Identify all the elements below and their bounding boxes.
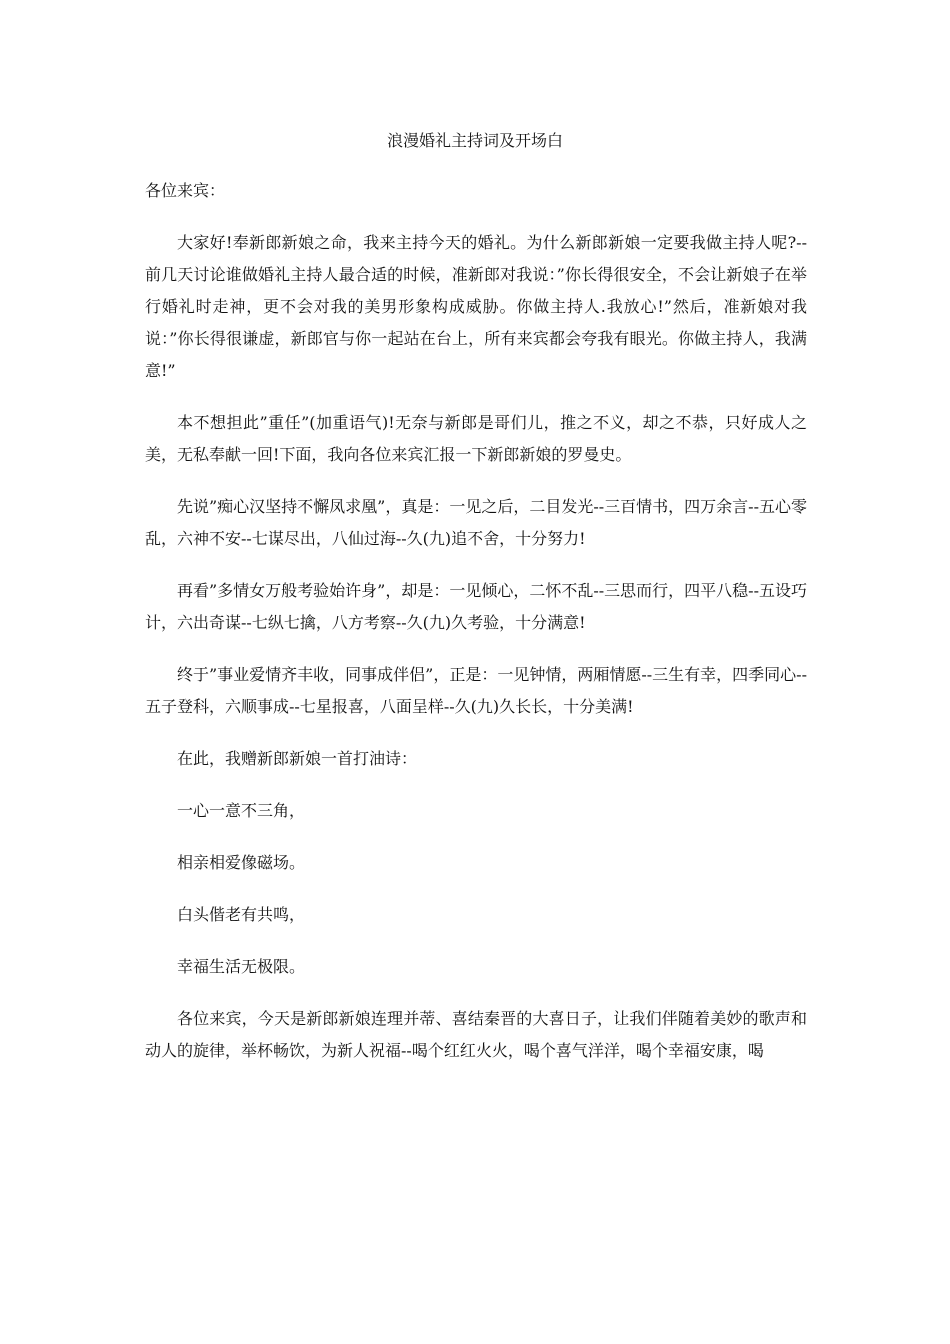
paragraph-bride: 再看”多情女万般考验始许身”，却是：一见倾心，二怀不乱--三思而行，四平八稳--五设巧计，六出奇谋--七纵七擒，八方考察--久(九)久考验，十分满意!	[145, 581, 807, 632]
paragraph-burden: 本不想担此”重任”(加重语气)!无奈与新郎是哥们儿，推之不义，却之不恭，只好成人之美，无私奉献一回!下面，我向各位来宾汇报一下新郎新娘的罗曼史。	[145, 413, 807, 464]
paragraph-groom: 先说”痴心汉坚持不懈凤求凰”，真是：一见之后，二目发光--三百情书，四万余言--五心零乱，六神不安--七谋尽出，八仙过海--久(九)追不舍，十分努力!	[145, 497, 807, 548]
document-title: 浪漫婚礼主持词及开场白	[386, 131, 563, 150]
paragraph-intro: 大家好!奉新郎新娘之命，我来主持今天的婚礼。为什么新郎新娘一定要我做主持人呢?--前几天讨论谁做婚礼主持人最合适的时候，准新郎对我说：”你长得很安全，不会让新娘子在举行婚礼时走神，更不会对我的美男形象构成威胁。你做主持人.我放心!”然后，准新娘对我说：”你长得很谦虚，新郎官与你一起站在台上，所有来宾都会夸我有眼光。你做主持人，我满意!”	[145, 233, 807, 380]
paragraph-harvest: 终于”事业爱情齐丰收，同事成伴侣”，正是：一见钟情，两厢情愿--三生有幸，四季同心--五子登科，六顺事成--七星报喜，八面呈样--久(九)久长长，十分美满!	[145, 665, 807, 716]
paragraph-toast: 各位来宾，今天是新郎新娘连理并蒂、喜结秦晋的大喜日子，让我们伴随着美妙的歌声和动人的旋律，举杯畅饮，为新人祝福--喝个红红火火，喝个喜气洋洋，喝个幸福安康，喝	[145, 1009, 807, 1060]
salutation: 各位来宾：	[145, 181, 226, 200]
poem-line-1: 一心一意不三角，	[177, 801, 306, 820]
poem-line-2: 相亲相爱像磁场。	[177, 853, 306, 872]
poem-line-4: 幸福生活无极限。	[177, 957, 306, 976]
document-body	[145, 175, 807, 1087]
poem-line-3: 白头偕老有共鸣，	[177, 905, 306, 924]
paragraph-poem-intro: 在此，我赠新郎新娘一首打油诗：	[177, 749, 418, 768]
